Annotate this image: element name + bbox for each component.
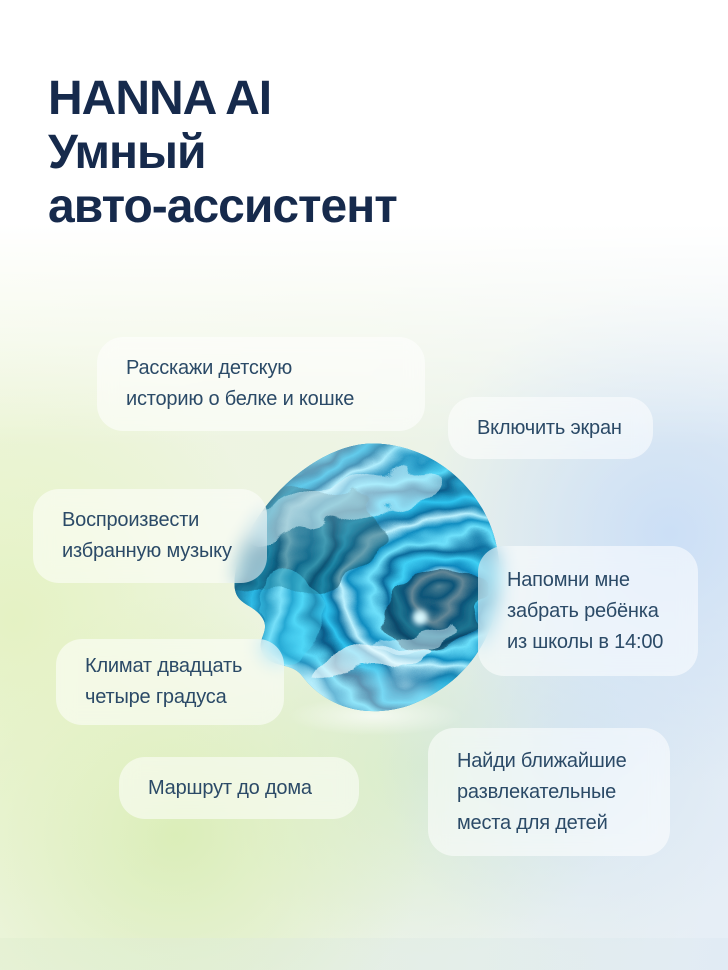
command-text-line: забрать ребёнка — [507, 599, 659, 622]
command-text-line: Климат двадцать — [85, 655, 243, 677]
subtitle-line: авто-ассистент — [48, 180, 397, 233]
command-text-line: Напомни мне — [507, 568, 630, 591]
voice-command-bubble-route-home — [119, 757, 359, 819]
voice-command-bubble-tell-kids-story — [97, 337, 425, 431]
command-text-line: Найди ближайшие — [457, 749, 627, 772]
command-text-line: избранную музыку — [62, 540, 232, 562]
command-text-line: четыре градуса — [85, 686, 227, 708]
subtitle-line: Умный — [48, 126, 206, 179]
voice-command-bubble-climate-24-degrees — [56, 639, 284, 725]
command-text-line: из школы в 14:00 — [507, 630, 664, 653]
command-text-line: Расскажи детскую — [126, 357, 293, 379]
voice-command-bubble-remind-pickup-child — [478, 546, 698, 676]
command-text-line: историю о белке и кошке — [126, 388, 355, 410]
voice-command-bubble-find-kids-places — [428, 728, 670, 856]
command-text-line: Маршрут до дома — [148, 776, 312, 799]
command-text-line: места для детей — [457, 811, 608, 834]
command-text-line: развлекательные — [457, 780, 617, 803]
command-text-line: Включить экран — [477, 416, 622, 439]
command-text-line: Воспроизвести — [62, 509, 200, 531]
page-title — [48, 72, 397, 234]
voice-command-bubble-turn-on-screen — [448, 397, 653, 459]
voice-command-bubble-play-favorite-music — [33, 489, 267, 583]
bottom-gradient-band — [0, 938, 728, 970]
brand-name: HANNA AI — [48, 72, 272, 125]
